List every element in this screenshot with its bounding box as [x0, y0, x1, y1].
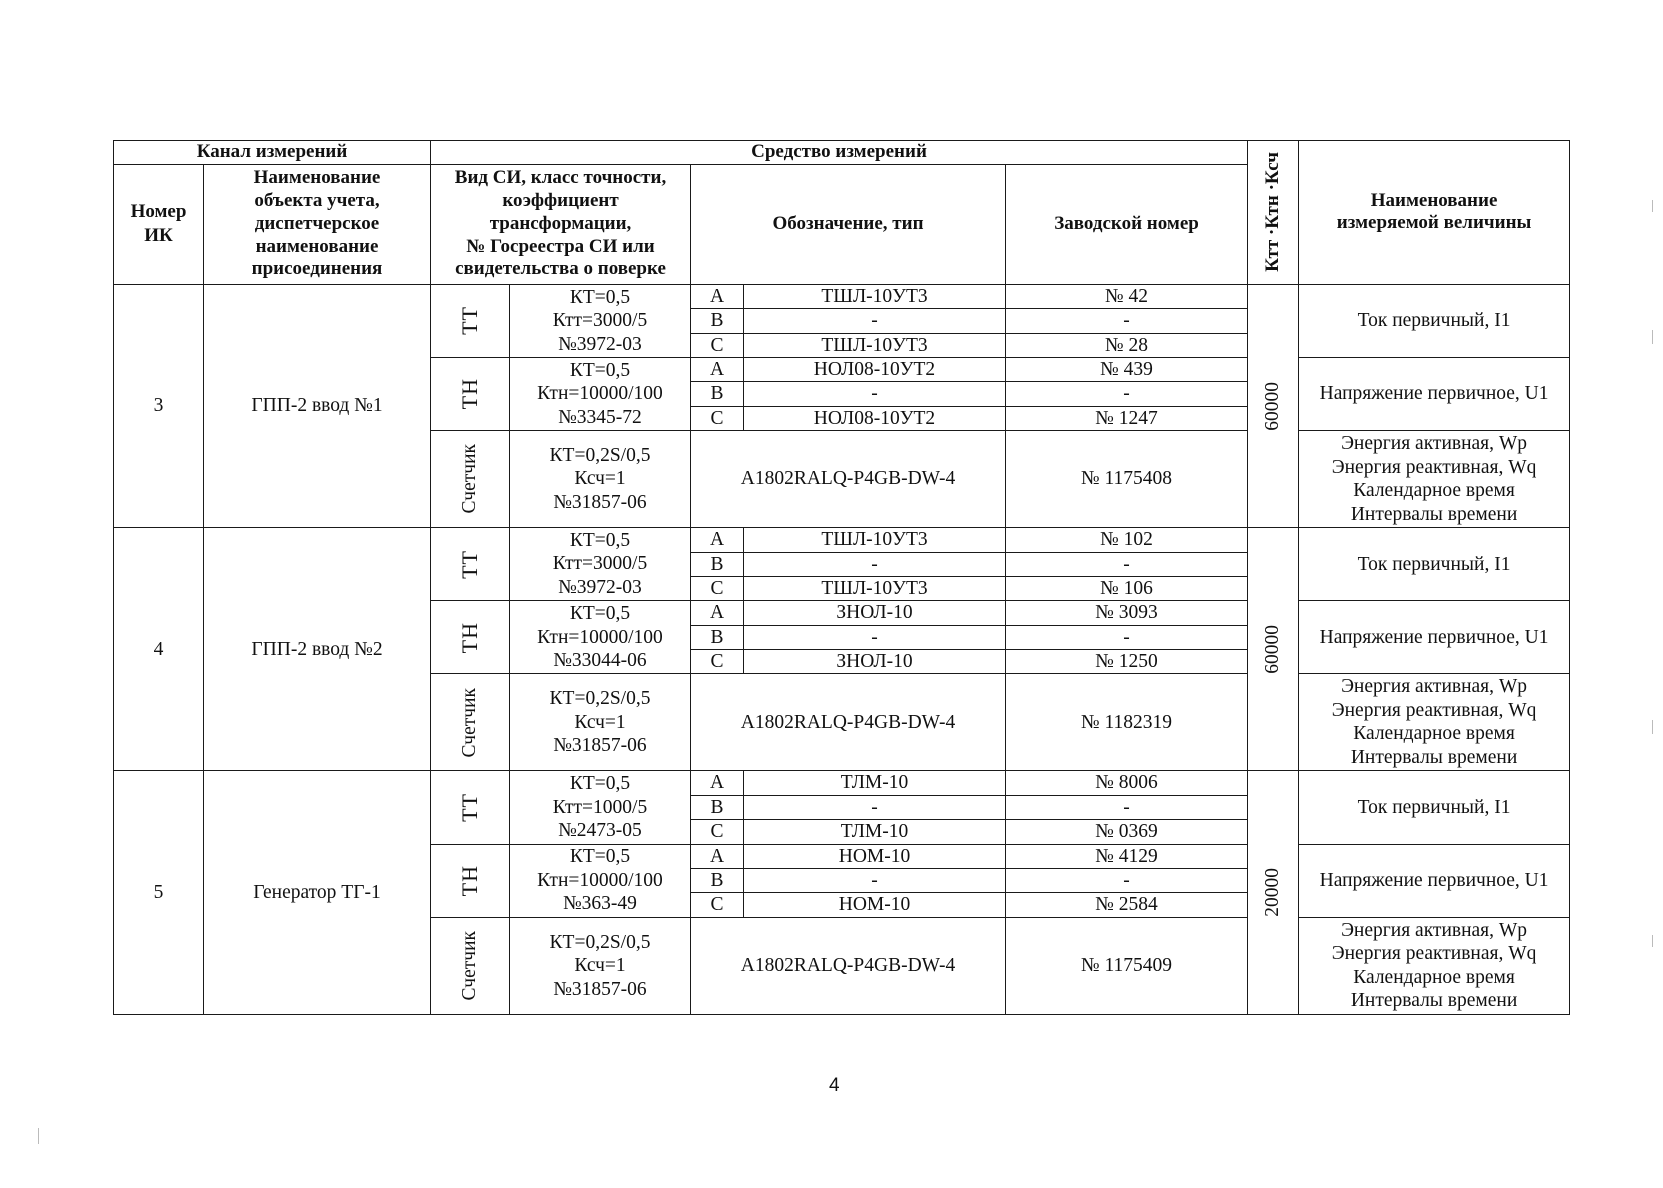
header-object-name: Наименование объекта учета, диспетчерское наименование присоединения — [204, 164, 431, 284]
phase-label: C — [691, 333, 744, 357]
instrument-type: ТШЛ-10УТ3 — [744, 333, 1006, 357]
meter-kind-label: Счетчик — [431, 674, 510, 771]
measurement-channels-table — [113, 140, 1570, 1015]
instrument-type: НОЛ08-10УТ2 — [744, 357, 1006, 381]
tn-spec: КТ=0,5 Ктн=10000/100 №33044-06 — [510, 601, 691, 674]
instrument-type: - — [744, 309, 1006, 333]
tn-measured-quantity: Напряжение первичное, U1 — [1299, 601, 1570, 674]
instrument-type: ТШЛ-10УТ3 — [744, 528, 1006, 552]
phase-label: A — [691, 771, 744, 795]
serial-number: № 42 — [1006, 284, 1248, 308]
tt-measured-quantity: Ток первичный, I1 — [1299, 771, 1570, 844]
scan-artifact — [1652, 200, 1653, 212]
serial-number: № 106 — [1006, 576, 1248, 600]
table-row — [114, 771, 1570, 795]
meter-kind-label: Счетчик — [431, 431, 510, 528]
scan-artifact — [38, 1128, 39, 1144]
phase-label: A — [691, 844, 744, 868]
serial-number: - — [1006, 625, 1248, 649]
scan-artifact — [1652, 720, 1653, 734]
instrument-type: НОМ-10 — [744, 844, 1006, 868]
instrument-type: НОЛ08-10УТ2 — [744, 406, 1006, 430]
ik-number: 4 — [114, 528, 204, 771]
header-quantity: Наименование измеряемой величины — [1299, 141, 1570, 285]
header-instrument-group: Средство измерений — [431, 141, 1248, 165]
serial-number: - — [1006, 869, 1248, 893]
table-row — [114, 528, 1570, 552]
tt-kind-label: ТТ — [431, 771, 510, 844]
instrument-type: - — [744, 552, 1006, 576]
phase-label: C — [691, 576, 744, 600]
meter-spec: КТ=0,2S/0,5 Ксч=1 №31857-06 — [510, 917, 691, 1014]
meter-measured-quantities: Энергия активная, Wp Энергия реактивная, Wq Календарное время Интервалы времени — [1299, 917, 1570, 1014]
instrument-type: ТШЛ-10УТ3 — [744, 284, 1006, 308]
phase-label: B — [691, 869, 744, 893]
tn-kind-label: ТН — [431, 357, 510, 430]
phase-label: B — [691, 625, 744, 649]
tt-spec: КТ=0,5 Ктт=3000/5 №3972-03 — [510, 528, 691, 601]
tn-spec: КТ=0,5 Ктн=10000/100 №363-49 — [510, 844, 691, 917]
ik-number: 5 — [114, 771, 204, 1014]
phase-label: B — [691, 309, 744, 333]
instrument-type: - — [744, 382, 1006, 406]
object-name: ГПП-2 ввод №1 — [204, 284, 431, 527]
tt-measured-quantity: Ток первичный, I1 — [1299, 284, 1570, 357]
object-name: ГПП-2 ввод №2 — [204, 528, 431, 771]
serial-number: - — [1006, 309, 1248, 333]
phase-label: C — [691, 820, 744, 844]
serial-number: - — [1006, 795, 1248, 819]
meter-type: A1802RALQ-P4GB-DW-4 — [691, 917, 1006, 1014]
meter-measured-quantities: Энергия активная, Wp Энергия реактивная, Wq Календарное время Интервалы времени — [1299, 431, 1570, 528]
instrument-type: ЗНОЛ-10 — [744, 601, 1006, 625]
table-row — [114, 284, 1570, 308]
serial-number: - — [1006, 382, 1248, 406]
header-serial: Заводской номер — [1006, 164, 1248, 284]
header-ik-number: Номер ИК — [114, 164, 204, 284]
header-coefficient: Ктт ·Ктн ·Ксч — [1248, 141, 1299, 285]
meter-spec: КТ=0,2S/0,5 Ксч=1 №31857-06 — [510, 674, 691, 771]
serial-number: № 1250 — [1006, 650, 1248, 674]
instrument-type: - — [744, 869, 1006, 893]
coefficient-value: 60000 — [1248, 284, 1299, 527]
phase-label: B — [691, 382, 744, 406]
tt-kind-label: ТТ — [431, 528, 510, 601]
scan-artifact — [1652, 935, 1653, 947]
serial-number: № 439 — [1006, 357, 1248, 381]
serial-number: № 2584 — [1006, 893, 1248, 917]
meter-type: A1802RALQ-P4GB-DW-4 — [691, 431, 1006, 528]
tt-spec: КТ=0,5 Ктт=3000/5 №3972-03 — [510, 284, 691, 357]
scan-artifact — [1652, 330, 1653, 344]
serial-number: № 4129 — [1006, 844, 1248, 868]
meter-serial-number: № 1182319 — [1006, 674, 1248, 771]
header-channel-group: Канал измерений — [114, 141, 431, 165]
instrument-type: ТШЛ-10УТ3 — [744, 576, 1006, 600]
ik-number: 3 — [114, 284, 204, 527]
tn-measured-quantity: Напряжение первичное, U1 — [1299, 357, 1570, 430]
serial-number: № 102 — [1006, 528, 1248, 552]
instrument-type: - — [744, 625, 1006, 649]
meter-spec: КТ=0,2S/0,5 Ксч=1 №31857-06 — [510, 431, 691, 528]
instrument-type: ЗНОЛ-10 — [744, 650, 1006, 674]
serial-number: № 3093 — [1006, 601, 1248, 625]
phase-label: A — [691, 528, 744, 552]
tt-spec: КТ=0,5 Ктт=1000/5 №2473-05 — [510, 771, 691, 844]
phase-label: A — [691, 601, 744, 625]
phase-label: A — [691, 357, 744, 381]
coefficient-value: 20000 — [1248, 771, 1299, 1014]
serial-number: № 8006 — [1006, 771, 1248, 795]
phase-label: C — [691, 406, 744, 430]
phase-label: C — [691, 650, 744, 674]
meter-kind-label: Счетчик — [431, 917, 510, 1014]
serial-number: № 0369 — [1006, 820, 1248, 844]
meter-serial-number: № 1175409 — [1006, 917, 1248, 1014]
tn-kind-label: ТН — [431, 601, 510, 674]
tt-kind-label: ТТ — [431, 284, 510, 357]
meter-type: A1802RALQ-P4GB-DW-4 — [691, 674, 1006, 771]
header-designation: Обозначение, тип — [691, 164, 1006, 284]
instrument-type: ТЛМ-10 — [744, 771, 1006, 795]
serial-number: № 1247 — [1006, 406, 1248, 430]
phase-label: B — [691, 795, 744, 819]
meter-serial-number: № 1175408 — [1006, 431, 1248, 528]
serial-number: № 28 — [1006, 333, 1248, 357]
meter-measured-quantities: Энергия активная, Wp Энергия реактивная, Wq Календарное время Интервалы времени — [1299, 674, 1570, 771]
phase-label: B — [691, 552, 744, 576]
tn-spec: КТ=0,5 Ктн=10000/100 №3345-72 — [510, 357, 691, 430]
instrument-type: ТЛМ-10 — [744, 820, 1006, 844]
serial-number: - — [1006, 552, 1248, 576]
phase-label: C — [691, 893, 744, 917]
tn-measured-quantity: Напряжение первичное, U1 — [1299, 844, 1570, 917]
tn-kind-label: ТН — [431, 844, 510, 917]
object-name: Генератор ТГ-1 — [204, 771, 431, 1014]
instrument-type: НОМ-10 — [744, 893, 1006, 917]
instrument-type: - — [744, 795, 1006, 819]
tt-measured-quantity: Ток первичный, I1 — [1299, 528, 1570, 601]
header-si-type: Вид СИ, класс точности, коэффициент трансформации, № Госреестра СИ или свидетельства о поверке — [431, 164, 691, 284]
phase-label: A — [691, 284, 744, 308]
coefficient-value: 60000 — [1248, 528, 1299, 771]
